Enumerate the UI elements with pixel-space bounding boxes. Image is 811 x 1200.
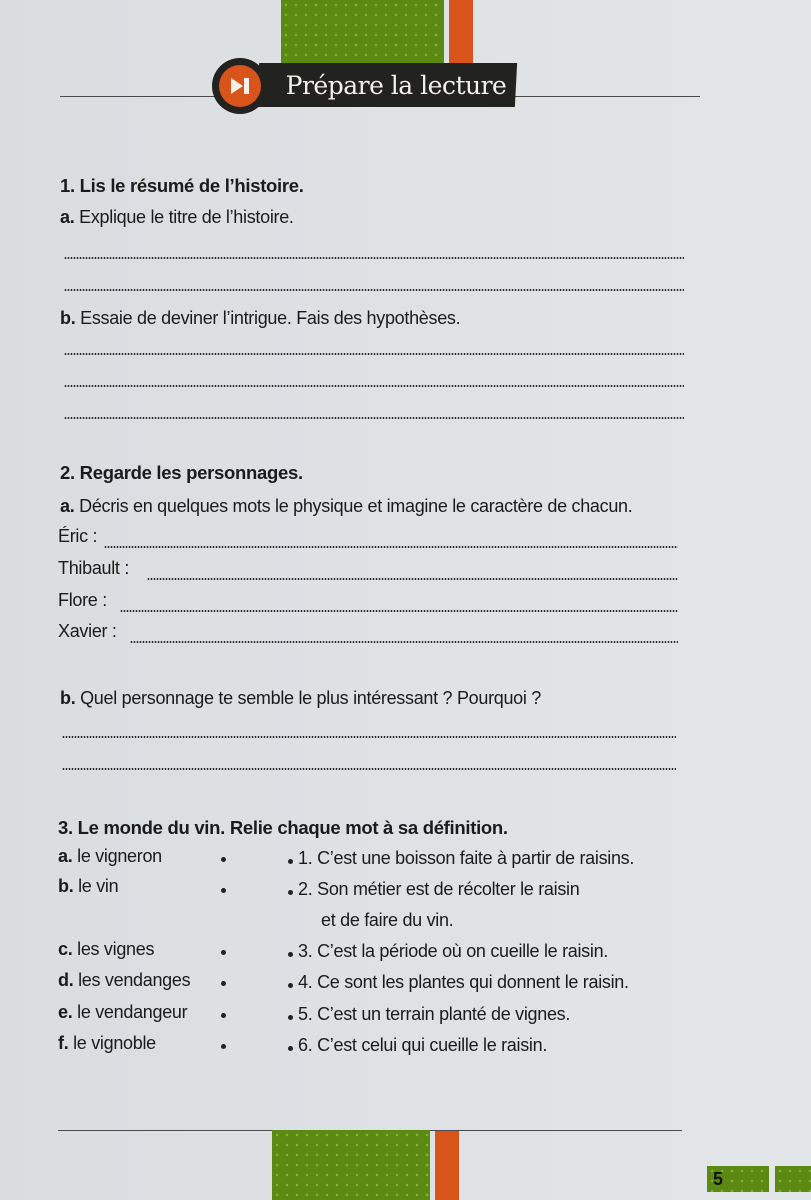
definition-bullet[interactable] (288, 983, 293, 988)
skip-forward-icon (229, 76, 251, 96)
word-item: a. le vigneron (58, 846, 162, 866)
question-letter: a. (60, 207, 75, 227)
word-item: d. les vendanges (58, 970, 191, 990)
definition-item: 3. C’est la période où on cueille le raisin. (298, 941, 608, 961)
answer-line-xavier[interactable] (130, 641, 678, 643)
definition-bullet[interactable] (288, 952, 293, 957)
answer-line[interactable] (64, 417, 684, 419)
page-title: Prépare la lecture (285, 71, 507, 100)
answer-line[interactable] (64, 257, 684, 259)
answer-line[interactable] (64, 385, 684, 387)
definition-bullet[interactable] (288, 890, 293, 895)
section1-question-a (60, 207, 294, 228)
word-item: e. le vendangeur (58, 1002, 188, 1022)
bottom-green-band (272, 1130, 430, 1200)
question-letter: a. (60, 496, 75, 516)
question-text: Explique le titre de l’histoire. (74, 207, 294, 227)
word-item: c. les vignes (58, 939, 155, 959)
word-bullet[interactable] (221, 1044, 226, 1049)
answer-line-thibault[interactable] (147, 578, 678, 580)
word-bullet[interactable] (221, 1013, 226, 1018)
definition-item: 4. Ce sont les plantes qui donnent le raisin. (298, 972, 629, 992)
definition-bullet[interactable] (288, 1015, 293, 1020)
character-label-xavier: Xavier : (58, 621, 117, 641)
top-orange-band (449, 0, 473, 66)
page-number: 5 (707, 1166, 769, 1192)
character-label-eric: Éric : (58, 526, 98, 546)
word-item: b. le vin (58, 876, 119, 896)
definition-item: 5. C’est un terrain planté de vignes. (298, 1004, 571, 1024)
title-badge (212, 58, 268, 114)
answer-line[interactable] (62, 736, 676, 738)
answer-line[interactable] (64, 353, 684, 355)
character-label-thibault: Thibault : (58, 558, 130, 578)
definition-item: 1. C’est une boisson faite à partir de raisins. (298, 848, 635, 868)
question-letter: b. (60, 308, 76, 328)
definition-item: 2. Son métier est de récolter le raisin (298, 879, 580, 899)
section2-question-a (60, 496, 632, 517)
character-label-flore: Flore : (58, 590, 107, 610)
answer-line[interactable] (62, 768, 676, 770)
section2-heading: 2. Regarde les personnages. (60, 462, 303, 483)
definition-item-continued: et de faire du vin. (321, 910, 454, 930)
top-green-band (281, 0, 444, 66)
word-item: f. le vignoble (58, 1033, 156, 1053)
section1-question-b (60, 308, 460, 329)
word-bullet[interactable] (221, 981, 226, 986)
section3-heading: 3. Le monde du vin. Relie chaque mot à sa définition. (58, 817, 508, 838)
question-text: Quel personnage te semble le plus intéressant ? Pourquoi ? (75, 688, 542, 708)
section2-question-b (60, 688, 541, 709)
answer-line-flore[interactable] (120, 610, 678, 612)
page-tab (775, 1166, 811, 1192)
definition-bullet[interactable] (288, 1046, 293, 1051)
question-letter: b. (60, 688, 76, 708)
word-bullet[interactable] (221, 857, 226, 862)
word-bullet[interactable] (221, 888, 226, 893)
word-bullet[interactable] (221, 950, 226, 955)
question-text: Essaie de deviner l’intrigue. Fais des hypothèses. (75, 308, 461, 328)
definition-item: 6. C’est celui qui cueille le raisin. (298, 1035, 548, 1055)
section1-heading: 1. Lis le résumé de l’histoire. (60, 175, 304, 196)
bottom-orange-band (435, 1131, 459, 1200)
definition-bullet[interactable] (288, 859, 293, 864)
question-text: Décris en quelques mots le physique et imagine le caractère de chacun. (74, 496, 633, 516)
answer-line-eric[interactable] (104, 546, 678, 548)
answer-line[interactable] (64, 289, 684, 291)
